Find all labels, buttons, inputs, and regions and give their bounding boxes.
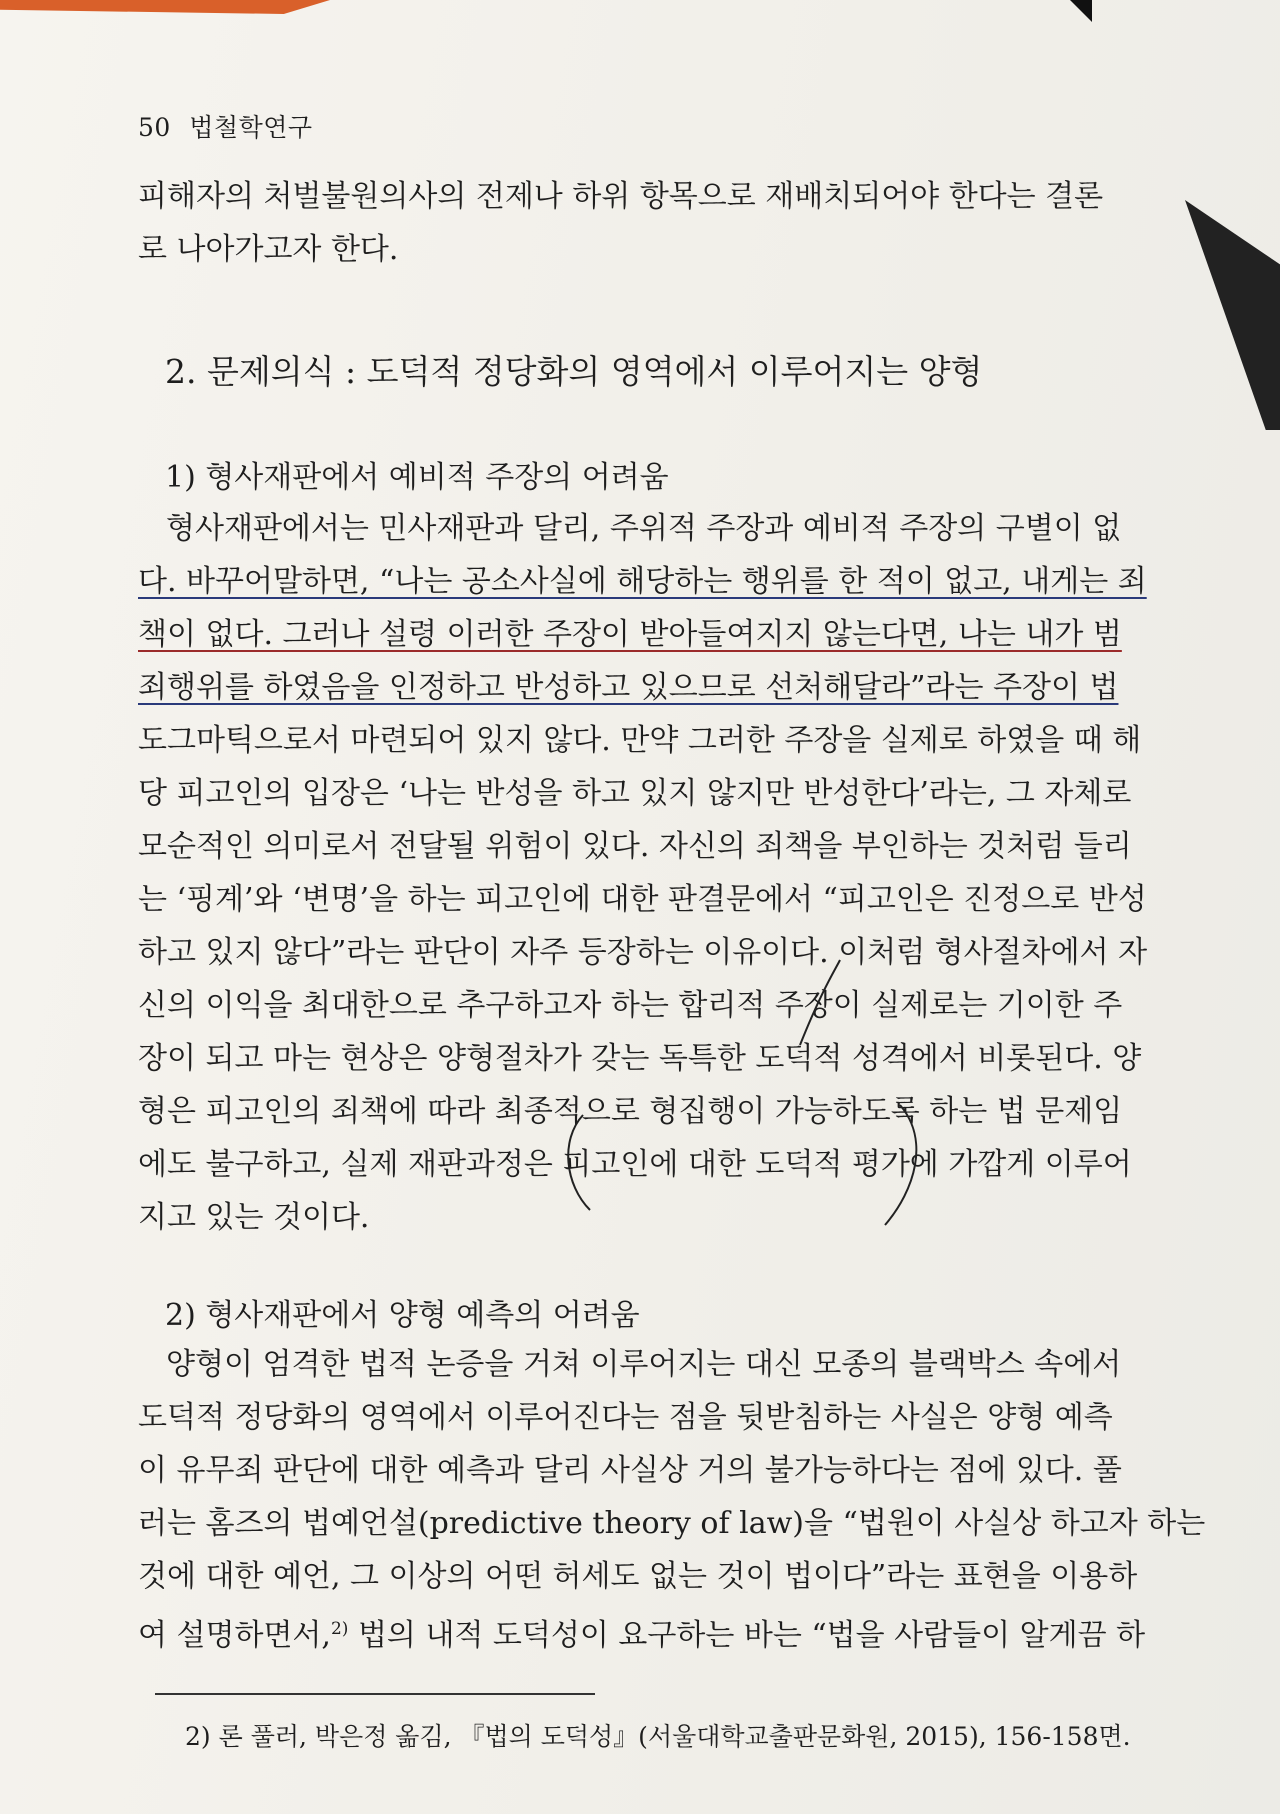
text-line: 지고 있는 것이다. [138,1200,370,1235]
text-line: 것에 대한 예언, 그 이상의 어떤 허세도 없는 것이 법이다”라는 표현을 이용하 [138,1559,1138,1594]
text-line: 양형이 엄격한 법적 논증을 거쳐 이루어지는 대신 모종의 블랙박스 속에서 [166,1347,1122,1382]
footnote-reference: 2) [330,1619,349,1639]
text-line: 신의 이익을 최대한으로 추구하고자 하는 합리적 주장이 실제로는 기이한 주 [138,988,1123,1023]
subsection-2-paragraph [138,1338,1206,1656]
footnote-text: 2) 론 풀러, 박은정 옮김, 『법의 도덕성』(서울대학교출판문화원, 2015), 156-158면. [185,1722,1131,1751]
text-fragment: 법의 내적 도덕성이 요구하는 바는 “법을 사람들이 알게끔 하 [348,1618,1146,1653]
page-number: 50 [138,113,171,142]
intro-paragraph [138,170,1138,276]
subsection-heading-1: 1) 형사재판에서 예비적 주장의 어려움 [165,460,669,495]
text-line: 당 피고인의 입장은 ‘나는 반성을 하고 있지 않지만 반성한다’라는, 그 자체로 [138,776,1132,811]
page-edge-shadow [1185,200,1280,430]
page-edge-shadow [1070,0,1092,22]
running-header [138,108,313,144]
text-line: 로 나아가고자 한다. [138,232,399,267]
subsection-heading-2: 2) 형사재판에서 양형 예측의 어려움 [165,1298,640,1333]
text-line: 이 유무죄 판단에 대한 예측과 달리 사실상 거의 불가능하다는 점에 있다. 풀 [138,1453,1122,1488]
text-line: 는 ‘핑계’와 ‘변명’을 하는 피고인에 대한 판결문에서 “피고인은 진정으로 반성 [138,882,1147,917]
text-line: 피해자의 처벌불원의사의 전제나 하위 항목으로 재배치되어야 한다는 결론 [138,179,1104,214]
text-line: 모순적인 의미로서 전달될 위험이 있다. 자신의 죄책을 부인하는 것처럼 들리 [138,829,1132,864]
text-line: 다. 바꾸어말하면, “나는 공소사실에 해당하는 행위를 한 적이 없고, 내게는 죄 [138,564,1147,599]
page-edge-shadow [0,0,330,14]
text-line [138,1603,1146,1656]
text-line: 러는 홈즈의 법예언설(predictive theory of law)을 “법원이 사실상 하고자 하는 [138,1506,1206,1541]
section-heading: 2. 문제의식 : 도덕적 정당화의 영역에서 이루어지는 양형 [165,352,983,391]
text-line: 장이 되고 마는 현상은 양형절차가 갖는 독특한 도덕적 성격에서 비롯된다. 양 [138,1041,1142,1076]
text-line: 도덕적 정당화의 영역에서 이루어진다는 점을 뒷받침하는 사실은 양형 예측 [138,1400,1113,1435]
journal-title: 법철학연구 [189,113,313,142]
text-line: 책이 없다. 그러나 설령 이러한 주장이 받아들여지지 않는다면, 나는 내가 범 [138,617,1122,652]
text-line: 에도 불구하고, 실제 재판과정은 피고인에 대한 도덕적 평가에 가깝게 이루어 [138,1147,1132,1182]
text-line: 형사재판에서는 민사재판과 달리, 주위적 주장과 예비적 주장의 구별이 없 [166,511,1122,546]
text-fragment: 여 설명하면서, [138,1618,331,1653]
subsection-1-paragraph [138,502,1148,1244]
text-line: 도그마틱으로서 마련되어 있지 않다. 만약 그러한 주장을 실제로 하였을 때 해 [138,723,1142,758]
text-line: 하고 있지 않다”라는 판단이 자주 등장하는 이유이다. 이처럼 형사절차에서 자 [138,935,1148,970]
text-line: 죄행위를 하였음을 인정하고 반성하고 있으므로 선처해달라”라는 주장이 법 [138,670,1119,705]
footnote-divider [155,1693,595,1695]
text-line: 형은 피고인의 죄책에 따라 최종적으로 형집행이 가능하도록 하는 법 문제임 [138,1094,1123,1129]
